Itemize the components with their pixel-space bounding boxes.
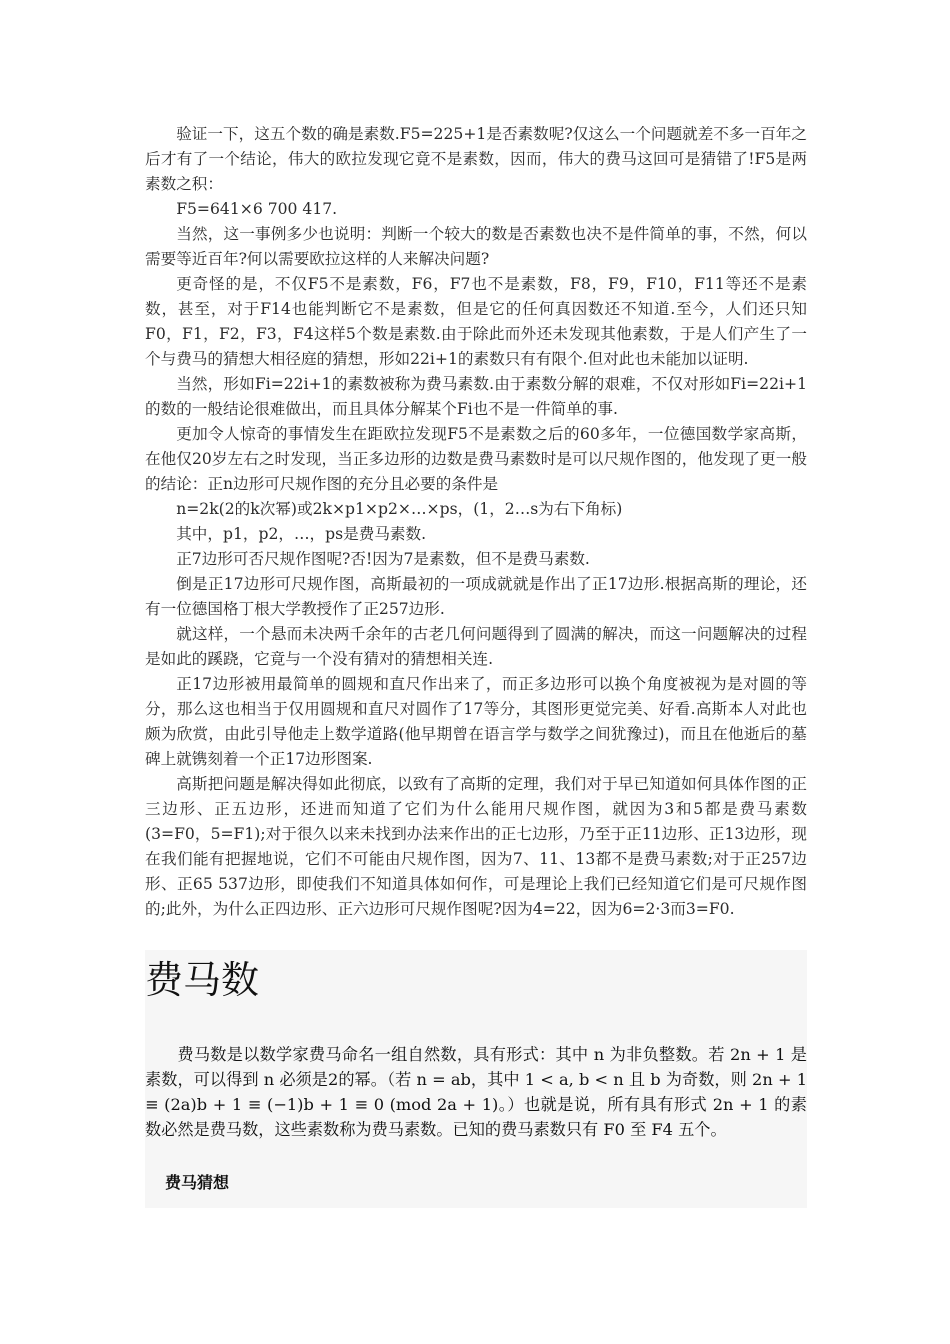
paragraph-fermat-primes: 当然，形如Fi=22i+1的素数被称为费马素数.由于素数分解的艰难，不仅对形如Fi=22i+1的数的一般结论很难做出，而且具体分解某个Fi也不是一件简单的事.	[145, 375, 807, 418]
article-body	[145, 122, 807, 922]
paragraph-conclusion: 高斯把问题是解决得如此彻底，以致有了高斯的定理，我们对于早已知道如何具体作图的正三边形、正五边形，还进而知道了它们为什么能用尺规作图，就因为3和5都是费马素数(3=F0，5=F1);对于很久以来未找到办法来作出的正七边形，乃至于正11边形、正13边形，现在我们能有把握地说，它们不可能由尺规作图，因为7、11、13都不是费马素数;对于正257边形、正65 537边形，即使我们不知道具体如何作，可是理论上我们已经知道它们是可尺规作图的;此外，为什么正四边形、正六边形可尺规作图呢?因为4=22，因为6=2·3而3=F0.	[145, 775, 807, 918]
section-title: 费马数	[145, 958, 260, 1002]
paragraph-solved: 就这样，一个悬而未决两千余年的古老几何问题得到了圆满的解决，而这一问题解决的过程是如此的蹊跷，它竟与一个没有猜对的猜想相关连.	[145, 625, 807, 668]
paragraph-stranger: 更奇怪的是，不仅F5不是素数，F6，F7也不是素数，F8，F9，F10，F11等还不是素数，甚至，对于F14也能判断它不是素数，但是它的任何真因数还不知道.至今，人们还只知F0，F1，F2，F3，F4这样5个数是素数.由于除此而外还未发现其他素数，于是人们产生了一个与费马的猜想大相径庭的猜想，形如22i+1的素数只有有限个.但对此也未能加以证明.	[145, 275, 807, 368]
paragraph-naturally: 当然，这一事例多少也说明：判断一个较大的数是否素数也决不是件简单的事，不然，何以需要等近百年?何以需要欧拉这样的人来解决问题?	[145, 225, 807, 268]
paragraph-17gon: 倒是正17边形可尺规作图，高斯最初的一项成就就是作出了正17边形.根据高斯的理论，还有一位德国格丁根大学教授作了正257边形.	[145, 575, 807, 618]
formula-polygon-condition: n=2k(2的k次幂)或2k×p1×p2×…×ps，(1，2…s为右下角标)	[176, 500, 623, 518]
fermat-number-section	[145, 950, 807, 1208]
section-subheading: 费马猜想	[165, 1173, 230, 1192]
formula-f5: F5=641×6 700 417.	[176, 200, 338, 218]
paragraph-verify: 验证一下，这五个数的确是素数.F5=225+1是否素数呢?仅这么一个问题就差不多一百年之后才有了一个结论，伟大的欧拉发现它竟不是素数，因而，伟大的费马这回可是猜错了!F5是两素数之积：	[145, 125, 807, 193]
paragraph-gauss: 更加令人惊奇的事情发生在距欧拉发现F5不是素数之后的60多年，一位德国数学家高斯，在他仅20岁左右之时发现，当正多边形的边数是费马素数时是可以尺规作图的，他发现了更一般的结论：正n边形可尺规作图的充分且必要的条件是	[145, 425, 807, 493]
paragraph-heptagon: 正7边形可否尺规作图呢?否!因为7是素数，但不是费马素数.	[176, 550, 590, 568]
paragraph-where: 其中，p1，p2，…，ps是费马素数.	[176, 525, 427, 543]
paragraph-17gon-drawn: 正17边形被用最简单的圆规和直尺作出来了，而正多边形可以换个角度被视为是对圆的等分，那么这也相当于仅用圆规和直尺对圆作了17等分，其图形更觉完美、好看.高斯本人对此也颇为欣赏，由此引导他走上数学道路(他早期曾在语言学与数学之间犹豫过)，而且在他逝后的墓碑上就镌刻着一个正17边形图案.	[145, 675, 807, 768]
section-lead: 费马数是以数学家费马命名一组自然数，具有形式：其中 n 为非负整数。若 2n + 1 是素数，可以得到 n 必须是2的幂。（若 n = ab，其中 1 < a, b < n 且 b 为奇数，则 2n + 1 ≡ (2a)b + 1 ≡ (−1)b + 1 ≡ 0 (mod 2a + 1)。）也就是说，所有具有形式 2n + 1 的素数必然是费马数，这些素数称为费马素数。已知的费马素数只有 F0 至 F4 五个。	[145, 1045, 807, 1139]
